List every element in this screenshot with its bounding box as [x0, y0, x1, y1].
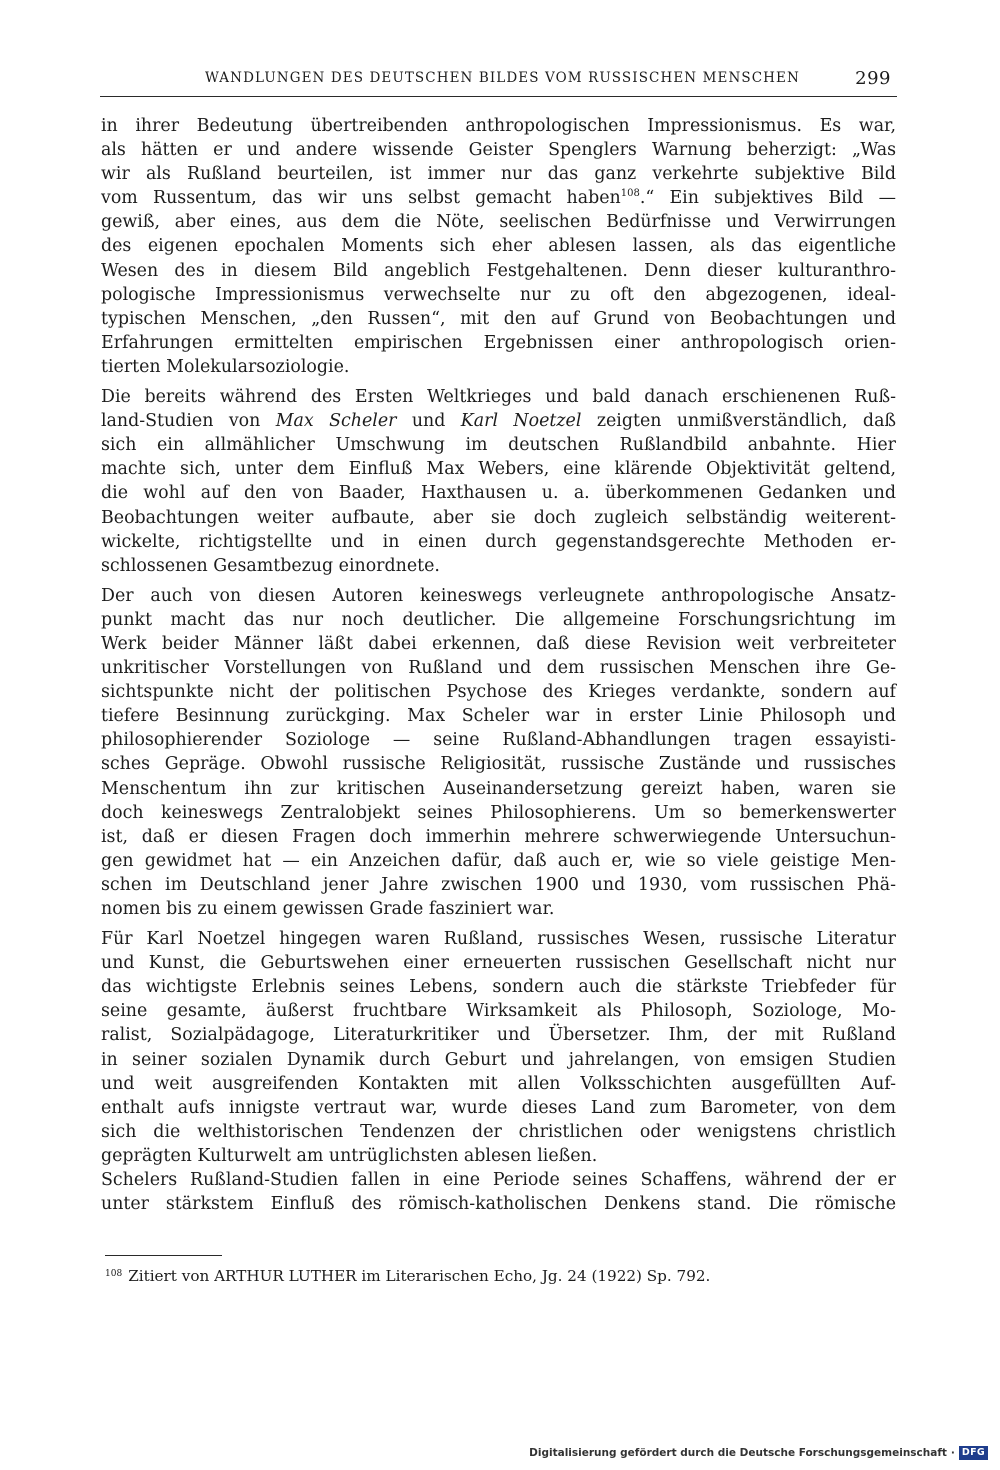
paragraph-5	[101, 1168, 896, 1216]
text-line: in ihrer Bedeutung übertreibenden anthropologischen Impressionismus. Es war,	[101, 116, 896, 136]
separator-dot: ·	[950, 1447, 955, 1459]
text-line: tierten Molekularsoziologie.	[101, 356, 350, 377]
text-segment: .“ Ein subjektives Bild —	[639, 188, 896, 209]
body-text	[101, 114, 896, 1216]
text-line: Schelers Rußland-Studien fallen in eine Periode seines Schaffens, während der er	[101, 1170, 896, 1191]
footnote-number: 108	[105, 1269, 123, 1279]
text-line: wir als Rußland beurteilen, ist immer nur das ganz verkehrte subjektive Bild	[101, 164, 896, 185]
running-title: WANDLUNGEN DES DEUTSCHEN BILDES VOM RUSSISCHEN MENSCHEN	[205, 70, 800, 86]
text-line: enthalt aufs innigste vertraut war, wurde dieses Land zum Barometer, von dem	[101, 1097, 896, 1118]
digitization-notice	[529, 1446, 988, 1460]
author-name-noetzel: Karl Noetzel	[460, 411, 582, 432]
text-line: geprägten Kulturwelt am untrüglichsten ablesen ließen.	[101, 1145, 598, 1166]
text-line: sich die welthistorischen Tendenzen der christlichen oder wenigstens christlich	[101, 1121, 896, 1142]
text-line: unkritischer Vorstellungen von Rußland und dem russischen Menschen ihre Ge-	[101, 658, 896, 679]
text-segment: und	[411, 411, 446, 432]
footnote-reference: 108	[620, 188, 640, 200]
text-line: Werk beider Männer läßt dabei erkennen, daß diese Revision weit verbreiteter	[101, 633, 896, 654]
text-line: gen gewidmet hat — ein Anzeichen dafür, daß auch er, wie so viele geistige Men-	[101, 850, 896, 871]
text-line: schen im Deutschland jener Jahre zwischen 1900 und 1930, vom russischen Phä-	[101, 874, 896, 895]
text-line: gewiß, aber eines, aus dem die Nöte, seelischen Bedürfnisse und Verwirrungen	[101, 212, 896, 233]
text-line: als hätten er und andere wissende Geister Spenglers Warnung beherzigt: „Was	[101, 140, 896, 161]
author-name-scheler: Max Scheler	[275, 411, 397, 432]
text-line	[101, 409, 896, 433]
footnote	[105, 1266, 710, 1286]
text-line: Erfahrungen ermittelten empirischen Ergebnissen einer anthropologisch orien-	[101, 332, 896, 353]
text-line: sichtspunkte nicht der politischen Psychose des Krieges verdankte, sondern auf	[101, 682, 896, 703]
paragraph-2	[101, 385, 896, 578]
text-line: philosophierender Soziologe — seine Rußland-Abhandlungen tragen essayisti-	[101, 730, 896, 751]
text-line: die wohl auf den von Baader, Haxthausen u. a. überkommenen Gedanken und	[101, 483, 896, 504]
text-line: und Kunst, die Geburtswehen einer erneuerten russischen Gesellschaft nicht nur	[101, 953, 896, 974]
digitization-text: Digitalisierung gefördert durch die Deutsche Forschungsgemeinschaft	[529, 1447, 947, 1459]
text-line: und weit ausgreifenden Kontakten mit allen Volksschichten ausgefüllten Auf-	[101, 1073, 896, 1094]
text-line: Menschentum ihn zur kritischen Auseinandersetzung gereizt haben, waren sie	[101, 778, 896, 799]
text-line: Die bereits während des Ersten Weltkrieges und bald danach erschienenen Ruß-	[101, 387, 896, 408]
paragraph-3	[101, 584, 896, 921]
text-line	[101, 186, 896, 210]
text-line: pologische Impressionismus verwechselte nur zu oft den abgezogenen, ideal-	[101, 284, 896, 305]
footnote-rule	[105, 1255, 222, 1256]
text-line: Für Karl Noetzel hingegen waren Rußland, russisches Wesen, russische Literatur	[101, 929, 896, 950]
text-line: Wesen des in diesem Bild angeblich Festgehaltenen. Denn dieser kulturanthro-	[101, 260, 896, 281]
text-line: in seiner sozialen Dynamik durch Geburt und jahrelangen, von emsigen Studien	[101, 1049, 896, 1070]
text-line: doch keineswegs Zentralobjekt seines Philosophierens. Um so bemerkenswerter	[101, 802, 896, 823]
text-line: ralist, Sozialpädagoge, Literaturkritiker und Übersetzer. Ihm, der mit Rußland	[101, 1025, 896, 1046]
text-line: Der auch von diesen Autoren keineswegs verleugnete anthropologische Ansatz-	[101, 585, 896, 606]
footnote-text: Zitiert von ARTHUR LUTHER im Literarischen Echo, Jg. 24 (1922) Sp. 792.	[128, 1267, 711, 1285]
text-segment: zeigten unmißverständlich, daß	[596, 411, 897, 432]
page-number: 299	[855, 68, 891, 89]
text-line: schlossenen Gesamtbezug einordnete.	[101, 555, 440, 576]
text-line: nomen bis zu einem gewissen Grade fasziniert war.	[101, 899, 555, 919]
text-segment: vom Russentum, das wir uns selbst gemacht haben	[101, 188, 621, 209]
text-line: das wichtigste Erlebnis seines Lebens, sondern auch die stärkste Triebfeder für	[101, 977, 896, 998]
dfg-logo: DFG	[959, 1446, 988, 1460]
text-line: seine gesamte, äußerst fruchtbare Wirksamkeit als Philosoph, Soziologe, Mo-	[101, 1001, 896, 1022]
text-line: sich ein allmählicher Umschwung im deutschen Rußlandbild anbahnte. Hier	[101, 435, 896, 456]
text-line: unter stärkstem Einfluß des römisch-katholischen Denkens stand. Die römische	[101, 1194, 896, 1215]
text-line: des eigenen epochalen Moments sich eher ablesen lassen, als das eigentliche	[101, 236, 896, 257]
running-header	[100, 68, 897, 97]
text-line: sches Gepräge. Obwohl russische Religiosität, russische Zustände und russisches	[101, 754, 896, 775]
text-segment: land-Studien von	[101, 411, 261, 432]
text-line: tiefere Besinnung zurückging. Max Scheler war in erster Linie Philosoph und	[101, 706, 896, 727]
paragraph-1	[101, 114, 896, 379]
text-line: ist, daß er diesen Fragen doch immerhin mehrere schwerwiegende Untersuchun-	[101, 826, 896, 847]
text-line: machte sich, unter dem Einfluß Max Webers, eine klärende Objektivität geltend,	[101, 459, 896, 480]
text-line: wickelte, richtigstellte und in einen durch gegenstandsgerechte Methoden er-	[101, 531, 896, 552]
text-line: typischen Menschen, „den Russen“, mit den auf Grund von Beobachtungen und	[101, 308, 896, 329]
text-line: punkt macht das nur noch deutlicher. Die allgemeine Forschungsrichtung im	[101, 609, 896, 630]
text-line: Beobachtungen weiter aufbaute, aber sie doch zugleich selbständig weiterent-	[101, 507, 896, 528]
paragraph-4	[101, 927, 896, 1168]
